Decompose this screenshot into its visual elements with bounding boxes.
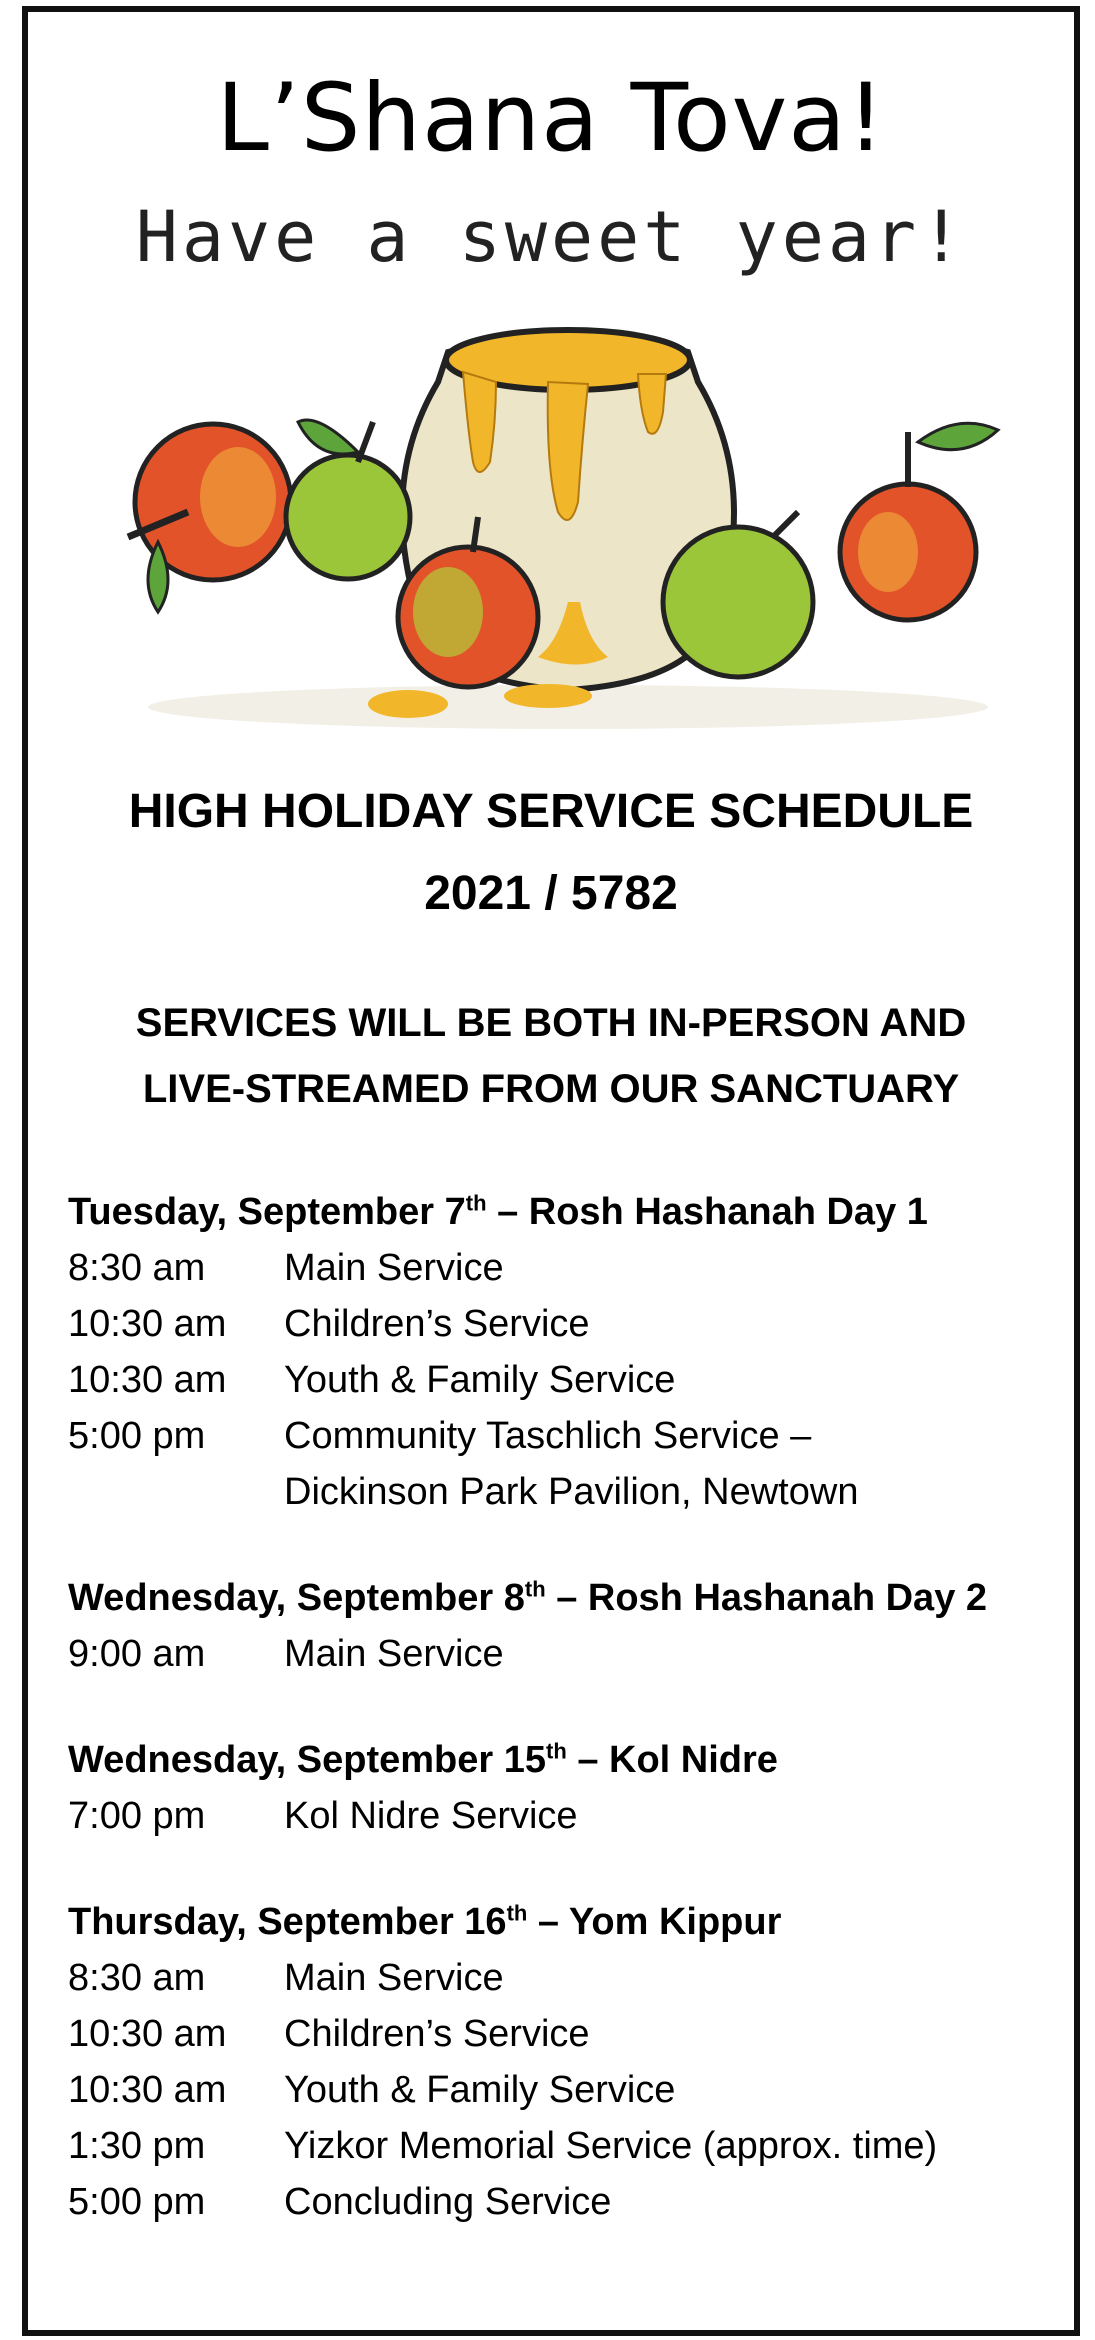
service-name: Main Service	[284, 1957, 504, 1999]
service-name: Yizkor Memorial Service (approx. time)	[284, 2125, 938, 2167]
red-apple-right-icon	[840, 423, 998, 620]
service-row	[68, 1240, 1054, 1296]
service-time: 9:00 am	[68, 1633, 206, 1675]
services-notice	[28, 990, 1074, 1122]
day-title: Tuesday, September 7th – Rosh Hashanah Day 1	[68, 1190, 928, 1233]
schedule-year: 2021 / 5782	[424, 867, 678, 920]
service-name: Main Service	[284, 1633, 504, 1675]
service-name: Children’s Service	[284, 1303, 590, 1345]
service-name: Main Service	[284, 1247, 504, 1289]
service-row	[68, 1296, 1054, 1352]
notice-line-1: SERVICES WILL BE BOTH IN-PERSON AND	[135, 1001, 967, 1045]
service-name: Dickinson Park Pavilion, Newtown	[284, 1471, 859, 1513]
service-row	[68, 1464, 1054, 1520]
service-name: Children’s Service	[284, 2013, 590, 2055]
day-kol-nidre	[68, 1732, 1054, 1844]
flyer-frame	[22, 6, 1080, 2336]
service-time: 8:30 am	[68, 1957, 206, 1999]
service-row	[68, 1626, 1054, 1682]
day-title: Wednesday, September 15th – Kol Nidre	[68, 1738, 778, 1781]
service-time: 8:30 am	[68, 1247, 206, 1289]
service-name: Youth & Family Service	[284, 2069, 676, 2111]
service-row	[68, 1950, 1054, 2006]
day-rosh-hashanah-2	[68, 1570, 1054, 1682]
service-time: 10:30 am	[68, 2013, 227, 2055]
greeting-title: L’Shana Tova!	[216, 64, 886, 173]
service-row	[68, 1408, 1054, 1464]
red-apple-icon	[128, 424, 291, 612]
service-name: Youth & Family Service	[284, 1359, 676, 1401]
honey-pot-apples-illustration	[118, 312, 1018, 732]
service-time: 10:30 am	[68, 2069, 227, 2111]
service-time: 1:30 pm	[68, 2125, 206, 2167]
day-yom-kippur	[68, 1894, 1054, 2230]
notice-line-2: LIVE-STREAMED FROM OUR SANCTUARY	[142, 1067, 960, 1111]
service-time: 10:30 am	[68, 1359, 227, 1401]
service-row	[68, 2118, 1054, 2174]
service-row	[68, 2174, 1054, 2230]
service-time: 5:00 pm	[68, 2181, 206, 2223]
service-row	[68, 1352, 1054, 1408]
service-schedule	[68, 1184, 1054, 2280]
service-name: Concluding Service	[284, 2181, 612, 2223]
service-row	[68, 2006, 1054, 2062]
day-title: Thursday, September 16th – Yom Kippur	[68, 1900, 782, 1943]
greeting-subtitle: Have a sweet year!	[135, 196, 967, 278]
service-name: Community Taschlich Service –	[284, 1415, 812, 1457]
service-time: 10:30 am	[68, 1303, 227, 1345]
day-rosh-hashanah-1	[68, 1184, 1054, 1520]
service-time: 5:00 pm	[68, 1415, 206, 1457]
green-apple-icon	[286, 420, 410, 579]
service-row	[68, 2062, 1054, 2118]
schedule-heading: HIGH HOLIDAY SERVICE SCHEDULE	[128, 785, 974, 838]
day-title: Wednesday, September 8th – Rosh Hashanah Day 2	[68, 1576, 988, 1619]
service-time: 7:00 pm	[68, 1795, 206, 1837]
service-time	[68, 1464, 284, 1520]
service-name: Kol Nidre Service	[284, 1795, 578, 1837]
service-row	[68, 1788, 1054, 1844]
